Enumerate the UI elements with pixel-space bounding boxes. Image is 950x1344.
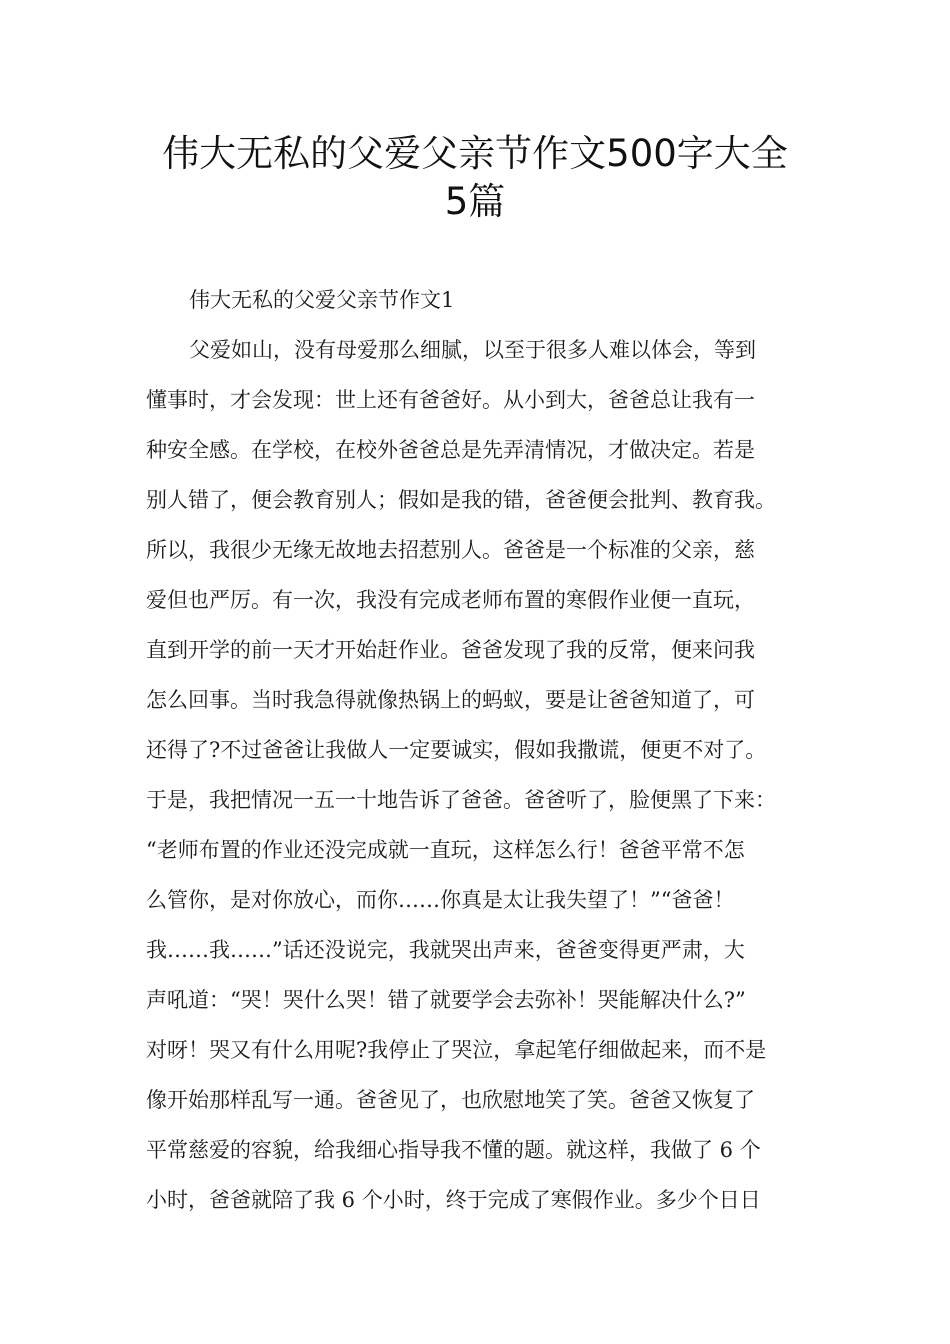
body-line: 别人错了，便会教育别人；假如是我的错，爸爸便会批判、教育我。 (146, 488, 776, 512)
body-line: 怎么回事。当时我急得就像热锅上的蚂蚁，要是让爸爸知道了，可 (146, 688, 755, 712)
body-line: 所以，我很少无缘无故地去招惹别人。爸爸是一个标准的父亲，慈 (146, 538, 755, 562)
body-line: 像开始那样乱写一通。爸爸见了，也欣慰地笑了笑。爸爸又恢复了 (146, 1088, 755, 1112)
body-line: 平常慈爱的容貌，给我细心指导我不懂的题。就这样，我做了 6 个 (146, 1138, 761, 1162)
body-line: “老师布置的作业还没完成就一直玩，这样怎么行！爸爸平常不怎 (146, 838, 745, 862)
body-line: 种安全感。在学校，在校外爸爸总是先弄清情况，才做决定。若是 (146, 438, 755, 462)
document-title-line-2: 5篇 (444, 180, 506, 223)
body-line: 直到开学的前一天才开始赶作业。爸爸发现了我的反常，便来问我 (146, 638, 755, 662)
body-line: 小时，爸爸就陪了我 6 个小时，终于完成了寒假作业。多少个日日 (146, 1188, 761, 1212)
document-title-line-1: 伟大无私的父爱父亲节作文500字大全 (162, 132, 788, 175)
section-heading: 伟大无私的父爱父亲节作文1 (189, 288, 455, 312)
body-line: 对呀！哭又有什么用呢?我停止了哭泣，拿起笔仔细做起来，而不是 (146, 1038, 767, 1062)
body-line: 懂事时，才会发现：世上还有爸爸好。从小到大，爸爸总让我有一 (146, 388, 755, 412)
body-line: 父爱如山，没有母爱那么细腻，以至于很多人难以体会，等到 (189, 338, 756, 362)
body-line: 声吼道：“哭！哭什么哭！错了就要学会去弥补！哭能解决什么?” (146, 988, 746, 1012)
body-line: 于是，我把情况一五一十地告诉了爸爸。爸爸听了，脸便黑了下来： (146, 788, 776, 812)
body-line: 么管你，是对你放心，而你……你真是太让我失望了！”“爸爸！ (146, 888, 735, 912)
body-line: 爱但也严厉。有一次，我没有完成老师布置的寒假作业便一直玩， (146, 588, 755, 612)
body-line: 还得了?不过爸爸让我做人一定要诚实，假如我撒谎，便更不对了。 (146, 738, 767, 762)
body-line: 我……我……”话还没说完，我就哭出声来，爸爸变得更严肃，大 (146, 938, 745, 962)
